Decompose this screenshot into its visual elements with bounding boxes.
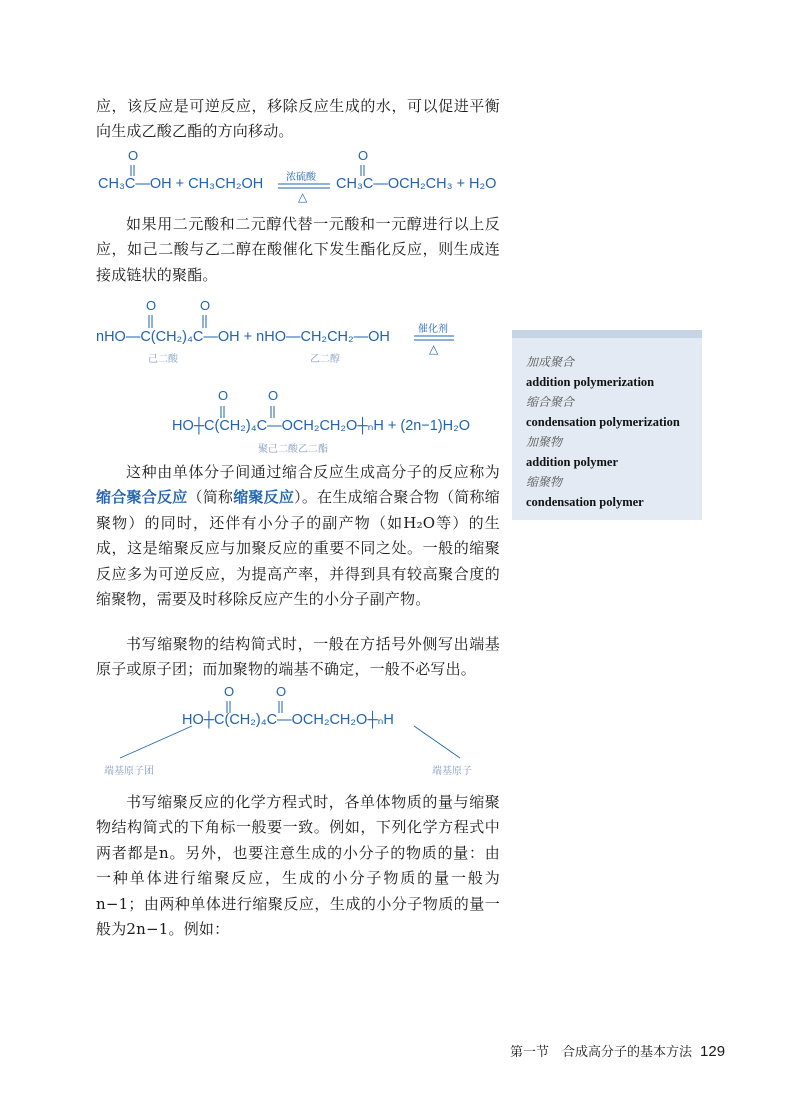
- carbonyl-o-right: O: [358, 148, 369, 163]
- para3-part2: （简称: [187, 488, 234, 507]
- paragraph-condensation-text: [96, 460, 500, 612]
- keyword-condensation-reaction: 缩聚反应: [233, 488, 295, 507]
- label-adipic-acid: 己二酸: [148, 354, 178, 365]
- page-number: 129: [700, 1043, 726, 1060]
- carbonyl-o-left: O: [128, 148, 139, 163]
- glossary-sidebar: [512, 330, 702, 520]
- glossary-en-4: condensation polymer: [526, 495, 644, 509]
- glossary-en-2: condensation polymerization: [526, 415, 680, 429]
- label-end-group-left: 端基原子团: [104, 766, 154, 777]
- eq1-condition: △: [298, 190, 308, 204]
- paragraph-dibasic-text: 如果用二元酸和二元醇代替一元酸和一元醇进行以上反应，如己二酸与乙二醇在酸催化下发生酯化反应，则生成连接成链状的聚酯。: [96, 215, 500, 284]
- intro-paragraph: [96, 94, 500, 145]
- eq2-products: HO┼C(CH₂)₄C—OCH₂CH₂O┼ₙH + (2n−1)H₂O: [172, 418, 471, 434]
- eq3-o-1: O: [224, 684, 235, 699]
- glossary-cn-3: 加聚物: [526, 435, 563, 449]
- label-end-group-right: 端基原子: [432, 766, 472, 777]
- eq3-o-2: O: [276, 684, 287, 699]
- paragraph-equation-writing: [96, 790, 500, 942]
- para3-part1: 这种由单体分子间通过缩合反应生成高分子的反应称为: [126, 463, 500, 481]
- footer-section-title: 第一节 合成高分子的基本方法: [510, 1045, 693, 1060]
- eq1-reactants: CH₃C—OH + CH₃CH₂OH: [98, 176, 264, 192]
- eq2-o-3: O: [218, 388, 229, 403]
- equation-esterification: [98, 148, 503, 208]
- label-ethylene-glycol: 乙二醇: [310, 354, 340, 365]
- paragraph-end-groups: [96, 632, 500, 683]
- intro-text: 应，该反应是可逆反应，移除反应生成的水，可以促进平衡向生成乙酸乙酯的方向移动。: [96, 97, 500, 141]
- keyword-condensation-polymerization: 缩合聚合反应: [96, 488, 188, 507]
- eq2-condition: △: [429, 342, 439, 356]
- eq2-o-4: O: [268, 388, 279, 403]
- eq2-o-2: O: [200, 298, 211, 313]
- glossary-cn-4: 缩聚物: [526, 475, 563, 489]
- eq1-catalyst: 浓硫酸: [286, 172, 316, 183]
- paragraph-end-groups-text: 书写缩聚物的结构简式时，一般在方括号外侧写出端基原子或原子团；而加聚物的端基不确定，一般不必写出。: [96, 635, 500, 679]
- para3-part3: ）。在生成缩合聚合物（简称缩聚物）的同时，还伴有小分子的副产物（如H₂O等）的生成，这是缩聚反应与加聚反应的重要不同之处。一般的缩聚反应多为可逆反应，为提高产率，并得到具有较高聚合度的缩聚物，需要及时移除反应产生的小分子副产物。: [96, 488, 500, 609]
- paragraph-equation-writing-text: 书写缩聚反应的化学方程式时，各单体物质的量与缩聚物结构简式的下角标一般要一致。例如，下列化学方程式中两者都是n。另外，也要注意生成的小分子的物质的量：由一种单体进行缩聚反应，生成的小分子物质的量一般为n−1；由两种单体进行缩聚反应，生成的小分子物质的量一般为2n−1。例如：: [96, 793, 500, 939]
- eq1-products: CH₃C—OCH₂CH₃ + H₂O: [336, 176, 497, 192]
- glossary-cn-2: 缩合聚合: [526, 395, 575, 409]
- label-polyester: 聚己二酸乙二酯: [258, 444, 328, 455]
- equation-polyester: [96, 298, 506, 458]
- glossary-en-1: addition polymerization: [526, 375, 655, 389]
- glossary-en-3: addition polymer: [526, 455, 619, 469]
- eq2-o-1: O: [146, 298, 157, 313]
- paragraph-condensation-definition: [96, 460, 500, 612]
- eq2-catalyst: 催化剂: [418, 324, 448, 335]
- eq3-formula: HO┼C(CH₂)₄C—OCH₂CH₂O┼ₙH: [182, 712, 394, 728]
- paragraph-dibasic: [96, 212, 500, 288]
- page-footer: [510, 1041, 725, 1060]
- eq2-reactants: nHO—C(CH₂)₄C—OH + nHO—CH₂CH₂—OH: [96, 329, 390, 345]
- glossary-cn-1: 加成聚合: [526, 355, 575, 369]
- polymer-structure-diagram: [96, 684, 506, 784]
